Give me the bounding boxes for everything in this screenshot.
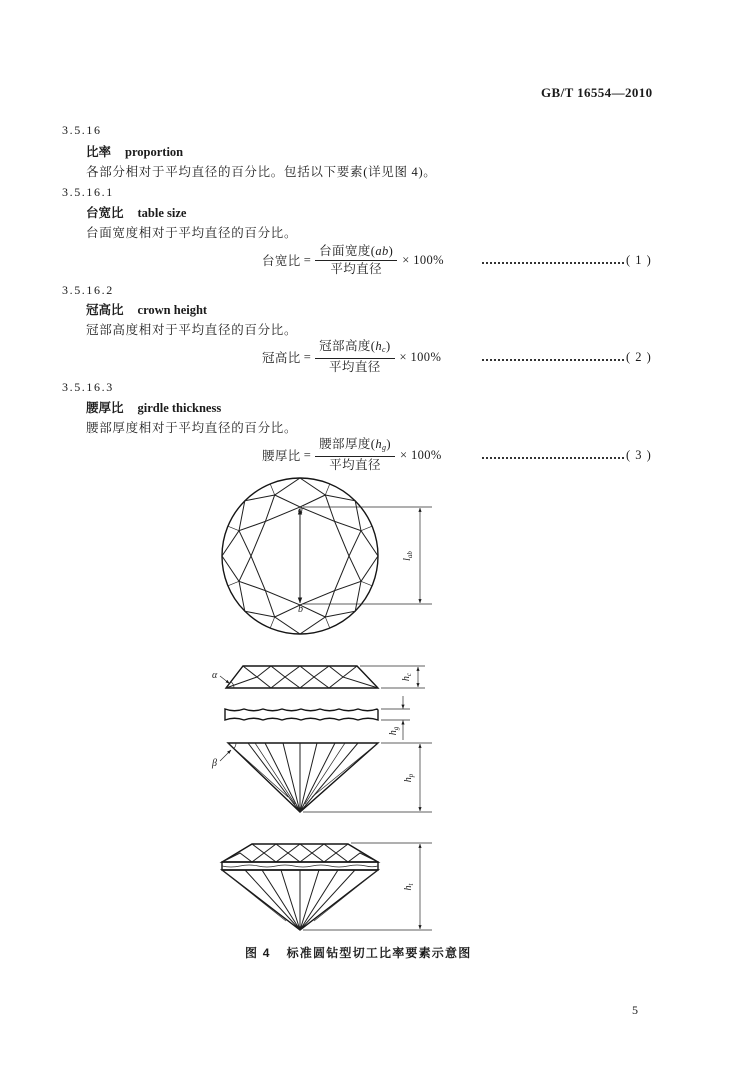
numerator-subscript: g bbox=[381, 443, 387, 452]
fraction bbox=[315, 437, 395, 473]
numerator bbox=[315, 339, 394, 359]
numerator bbox=[315, 244, 397, 261]
formula-lhs: 台宽比 bbox=[262, 254, 301, 268]
top-view bbox=[222, 478, 432, 634]
lower-girdle-facets bbox=[228, 743, 378, 804]
clause-term bbox=[86, 144, 183, 160]
clause-definition: 各部分相对于平均直径的百分比。包括以下要素(详见图 4)。 bbox=[86, 165, 437, 179]
dot-leader bbox=[482, 457, 624, 459]
formula-lhs: 腰厚比 bbox=[262, 449, 301, 463]
point-a-label: a bbox=[298, 505, 303, 516]
dot-leader bbox=[482, 262, 624, 264]
dimension-label-ht bbox=[403, 882, 415, 890]
dimension-label-lab bbox=[402, 551, 414, 561]
full-side-view bbox=[222, 843, 432, 930]
crown-angle-arc bbox=[231, 682, 234, 688]
label-subscript: g bbox=[392, 726, 400, 731]
pavilion-angle-label: β bbox=[212, 758, 217, 769]
page-number: 5 bbox=[632, 1003, 638, 1017]
term-english: girdle thickness bbox=[137, 401, 222, 415]
numerator-variable: ab bbox=[375, 243, 389, 258]
term-chinese: 冠高比 bbox=[86, 303, 124, 317]
clause-number: 3.5.16.1 bbox=[62, 185, 114, 199]
clause-term bbox=[86, 205, 186, 221]
point-b-label: b bbox=[298, 604, 303, 615]
equals-sign: = bbox=[303, 447, 312, 462]
label-main: h bbox=[403, 777, 414, 783]
equation-number: ( 3 ) bbox=[626, 448, 652, 462]
label-subscript: t bbox=[407, 883, 415, 886]
numerator-variable: h bbox=[375, 339, 382, 353]
pavilion-side-view bbox=[211, 743, 432, 812]
label-main: l bbox=[402, 558, 413, 561]
clause-definition: 冠部高度相对于平均直径的百分比。 bbox=[86, 323, 298, 337]
numerator-close: ) bbox=[385, 339, 391, 353]
fraction bbox=[315, 339, 394, 375]
label-main: h bbox=[403, 885, 414, 891]
denominator: 平均直径 bbox=[329, 360, 381, 374]
clause-number: 3.5.16.3 bbox=[62, 380, 114, 394]
numerator-text: 台面宽度( bbox=[319, 243, 376, 258]
clause-number: 3.5.16.2 bbox=[62, 283, 114, 297]
girdle-band bbox=[225, 709, 378, 720]
formula-girdle-thickness bbox=[262, 437, 442, 473]
crown-outline bbox=[222, 844, 378, 862]
label-subscript: ab bbox=[406, 551, 414, 559]
formula-table-size bbox=[262, 242, 444, 278]
numerator-subscript: c bbox=[381, 345, 386, 354]
pavilion-angle-arc bbox=[234, 743, 236, 749]
percent-factor: × 100% bbox=[402, 252, 444, 267]
figure-caption bbox=[245, 945, 471, 961]
term-english: crown height bbox=[137, 303, 208, 317]
numerator-close: ) bbox=[386, 437, 391, 451]
crown-star-facets bbox=[252, 844, 348, 853]
equation-number: ( 1 ) bbox=[626, 253, 652, 267]
numerator bbox=[315, 437, 395, 457]
crown-angle-label: α bbox=[212, 670, 218, 681]
crown-star-facets bbox=[243, 666, 357, 677]
label-main: h bbox=[401, 676, 412, 682]
clause-definition: 台面宽度相对于平均直径的百分比。 bbox=[86, 226, 298, 240]
pavilion-angle-leader bbox=[220, 750, 231, 761]
dot-leader bbox=[482, 359, 624, 361]
percent-factor: × 100% bbox=[399, 349, 442, 364]
formula-lhs: 冠高比 bbox=[262, 351, 301, 365]
equation-number: ( 2 ) bbox=[626, 350, 652, 364]
term-english: proportion bbox=[125, 145, 184, 159]
label-subscript: c bbox=[405, 672, 413, 677]
crown-bezel-facets bbox=[222, 853, 378, 862]
clause-definition: 腰部厚度相对于平均直径的百分比。 bbox=[86, 421, 298, 435]
label-main: h bbox=[388, 730, 399, 736]
fraction bbox=[315, 244, 397, 277]
crown-side-view bbox=[212, 666, 425, 688]
denominator: 平均直径 bbox=[329, 458, 381, 472]
numerator-variable: h bbox=[375, 437, 382, 451]
label-subscript: p bbox=[407, 773, 415, 778]
numerator-close: ) bbox=[388, 243, 394, 258]
term-english: table size bbox=[137, 206, 187, 220]
term-chinese: 台宽比 bbox=[86, 206, 124, 220]
crown-outline bbox=[226, 666, 378, 688]
numerator-text: 冠部高度( bbox=[319, 339, 376, 353]
girdle-band bbox=[222, 862, 378, 870]
clause-term bbox=[86, 400, 221, 416]
figure-number: 图 4 bbox=[245, 946, 271, 960]
term-chinese: 比率 bbox=[86, 145, 112, 159]
girdle-wave bbox=[222, 865, 378, 867]
dimension-label-hc bbox=[401, 672, 413, 681]
equals-sign: = bbox=[303, 252, 312, 267]
numerator-text: 腰部厚度( bbox=[319, 437, 376, 451]
clause-number: 3.5.16 bbox=[62, 123, 102, 137]
formula-crown-height bbox=[262, 339, 441, 375]
clause-term bbox=[86, 302, 207, 318]
crown-bezel-facets bbox=[226, 677, 378, 688]
percent-factor: × 100% bbox=[399, 447, 442, 462]
term-chinese: 腰厚比 bbox=[86, 401, 124, 415]
girdle-side-view bbox=[225, 696, 410, 740]
figure-title: 标准圆钻型切工比率要素示意图 bbox=[286, 946, 472, 960]
figure-brilliant-cut-proportions bbox=[200, 470, 460, 940]
dimension-label-hp bbox=[403, 773, 415, 782]
equals-sign: = bbox=[303, 349, 312, 364]
denominator: 平均直径 bbox=[330, 261, 382, 276]
standard-number: GB/T 16554—2010 bbox=[541, 85, 653, 100]
crown-angle-leader bbox=[220, 676, 230, 684]
dimension-label-hg bbox=[388, 726, 400, 735]
